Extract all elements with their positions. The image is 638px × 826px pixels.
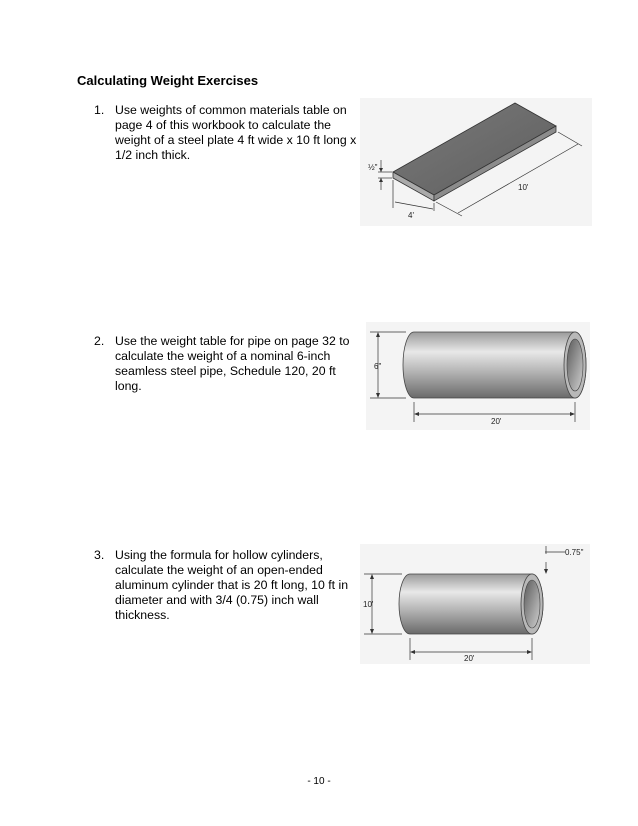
diameter-label: 10' [363,600,374,609]
exercise-text: Use weights of common materials table on page 4 of this workbook to calculate the weight of a steel plate 4 ft wide x 10 ft long x 1/2 inch thick. [115,103,357,162]
exercise-text: Using the formula for hollow cylinders, calculate the weight of an open-ended aluminum cylinder that is 20 ft long, 10 ft in diameter and with 3/4 (0.75) inch wall thickness. [115,548,349,622]
aluminum-cylinder-figure [360,544,590,664]
exercise-2 [94,334,359,394]
exercise-1 [94,103,359,163]
thickness-label: ½" [368,163,378,172]
steel-pipe-figure [366,322,590,430]
pipe-opening [567,339,583,391]
diameter-label: 6" [374,362,382,371]
page-number: - 10 - [307,776,331,787]
page-heading: Calculating Weight Exercises [77,73,259,88]
exercise-text: Use the weight table for pipe on page 32 to calculate the weight of a nominal 6-inch seamless steel pipe, Schedule 120, 20 ft long. [115,334,350,393]
length-label: 20' [491,417,502,426]
exercise-3 [94,548,359,623]
pipe-body [403,332,586,398]
steel-plate-figure [360,98,592,226]
length-label: 10' [518,183,529,192]
exercise-number: 2. [94,334,105,348]
wall-thickness-label: 0.75" [565,548,584,557]
exercise-number: 3. [94,548,105,562]
exercise-number: 1. [94,103,105,117]
width-label: 4' [408,211,414,220]
cylinder-opening [524,580,540,628]
length-label: 20' [464,654,475,663]
